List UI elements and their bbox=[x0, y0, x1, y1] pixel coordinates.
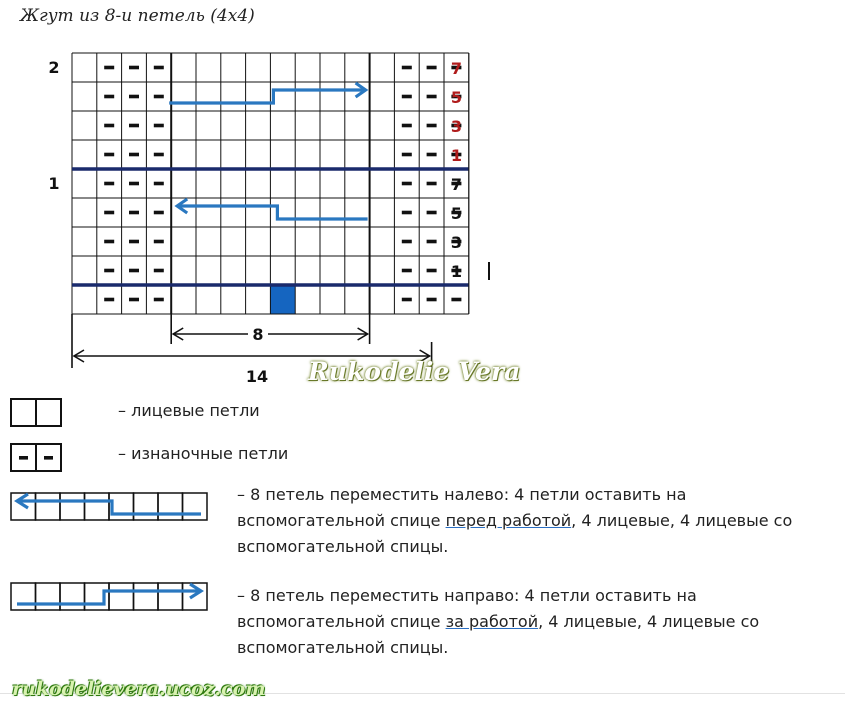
purl-dash bbox=[427, 95, 437, 99]
purl-dash bbox=[104, 182, 114, 186]
row-number: 7 bbox=[450, 175, 462, 194]
cross-left-underlined: перед работой bbox=[445, 511, 572, 530]
cross-right-line-2 bbox=[237, 609, 837, 635]
row-number: 5 bbox=[450, 88, 462, 107]
purl-dash bbox=[154, 124, 164, 128]
cross-right-underlined: за работой bbox=[445, 612, 539, 631]
row-number: 7 bbox=[450, 59, 462, 78]
purl-dash bbox=[104, 298, 114, 302]
legend-cross-left-cell bbox=[85, 493, 110, 520]
purl-dash bbox=[104, 240, 114, 244]
purl-dash bbox=[129, 124, 139, 128]
highlight-cell bbox=[270, 285, 295, 314]
purl-dash bbox=[154, 95, 164, 99]
legend-cross-right-cell bbox=[60, 583, 85, 610]
legend-cross-left-arrow bbox=[19, 501, 201, 514]
purl-dash bbox=[154, 269, 164, 273]
purl-dash bbox=[154, 240, 164, 244]
cross-right-line-2a: вспомогательной спице bbox=[237, 612, 446, 631]
purl-dash bbox=[427, 269, 437, 273]
cross-left-line-3: вспомогательной спицы. bbox=[237, 537, 449, 556]
repeat-mark: 1 bbox=[48, 174, 60, 193]
purl-dash bbox=[451, 298, 461, 302]
row-number: 5 bbox=[450, 204, 462, 223]
legend-cross-left-cell bbox=[36, 493, 61, 520]
cross-right-line-2b: , 4 лицевые, 4 лицевые со bbox=[538, 612, 760, 631]
purl-dash bbox=[129, 240, 139, 244]
purl-dash bbox=[104, 269, 114, 273]
purl-dash bbox=[427, 66, 437, 70]
purl-dash bbox=[129, 211, 139, 215]
legend-cross-right-text bbox=[237, 583, 837, 661]
legend-knit-cell bbox=[11, 399, 36, 426]
purl-dash bbox=[154, 66, 164, 70]
purl-dash bbox=[402, 211, 412, 215]
purl-dash bbox=[427, 182, 437, 186]
legend-cross-left-text bbox=[237, 482, 837, 560]
legend-purl-dash bbox=[44, 456, 53, 460]
purl-dash bbox=[154, 298, 164, 302]
cross-left-line-2b: , 4 лицевые, 4 лицевые со bbox=[571, 511, 793, 530]
legend-cross-right-cell bbox=[109, 583, 134, 610]
legend-cross-left-cell bbox=[183, 493, 208, 520]
purl-dash bbox=[104, 66, 114, 70]
purl-dash bbox=[402, 298, 412, 302]
cable-left-arrow bbox=[179, 206, 367, 219]
watermark: Rukodelie Vera bbox=[308, 357, 521, 386]
legend-cross-left-cell bbox=[158, 493, 183, 520]
purl-dash bbox=[402, 124, 412, 128]
purl-dash bbox=[427, 211, 437, 215]
row-number: 3 bbox=[450, 117, 462, 136]
purl-dash bbox=[129, 95, 139, 99]
chart-title: Жгут из 8-и петель (4x4) bbox=[20, 6, 255, 26]
purl-dash bbox=[129, 153, 139, 157]
dimension-inner-label: 8 bbox=[252, 325, 264, 344]
purl-dash bbox=[104, 124, 114, 128]
cross-right-line-1: – 8 петель переместить направо: 4 петли оставить на bbox=[237, 586, 697, 605]
purl-dash bbox=[129, 66, 139, 70]
legend-purl-text: – изнаночные петли bbox=[118, 444, 289, 463]
row-number: 1 bbox=[450, 146, 462, 165]
purl-dash bbox=[402, 66, 412, 70]
legend-cross-left-cell bbox=[134, 493, 159, 520]
cross-left-line-2a: вспомогательной спице bbox=[237, 511, 446, 530]
purl-dash bbox=[427, 240, 437, 244]
legend-knit-text: – лицевые петли bbox=[118, 401, 260, 420]
purl-dash bbox=[104, 211, 114, 215]
purl-dash bbox=[154, 153, 164, 157]
legend-symbols bbox=[11, 399, 207, 610]
legend-cross-right-cell bbox=[158, 583, 183, 610]
purl-dash bbox=[402, 182, 412, 186]
legend-cross-right-cell bbox=[134, 583, 159, 610]
legend-cross-right-arrow bbox=[17, 591, 199, 604]
cable-right-arrow bbox=[169, 90, 363, 103]
repeat-mark: 2 bbox=[48, 58, 60, 77]
purl-dash bbox=[427, 124, 437, 128]
legend-purl-dash bbox=[19, 456, 28, 460]
chart-marks bbox=[48, 58, 489, 386]
purl-dash bbox=[402, 269, 412, 273]
purl-dash bbox=[104, 95, 114, 99]
row-number: 3 bbox=[450, 233, 462, 252]
legend-cross-left-cell bbox=[60, 493, 85, 520]
cross-left-line-1: – 8 петель переместить налево: 4 петли оставить на bbox=[237, 485, 687, 504]
purl-dash bbox=[402, 240, 412, 244]
chart-grid bbox=[72, 53, 469, 314]
site-link[interactable]: rukodelievera.ucoz.com bbox=[12, 678, 266, 700]
purl-dash bbox=[129, 298, 139, 302]
purl-dash bbox=[104, 153, 114, 157]
legend-cross-right-cell bbox=[11, 583, 36, 610]
purl-dash bbox=[154, 182, 164, 186]
purl-dash bbox=[402, 153, 412, 157]
purl-dash bbox=[154, 211, 164, 215]
legend-cross-right-cell bbox=[36, 583, 61, 610]
purl-dash bbox=[129, 182, 139, 186]
purl-dash bbox=[129, 269, 139, 273]
cross-left-line-2 bbox=[237, 508, 837, 534]
purl-dash bbox=[427, 298, 437, 302]
purl-dash bbox=[427, 153, 437, 157]
cross-right-line-3: вспомогательной спицы. bbox=[237, 638, 449, 657]
dimension-outer-label: 14 bbox=[245, 367, 269, 386]
purl-dash bbox=[402, 95, 412, 99]
row-number: 1 bbox=[450, 262, 462, 281]
legend-knit-cell bbox=[36, 399, 61, 426]
